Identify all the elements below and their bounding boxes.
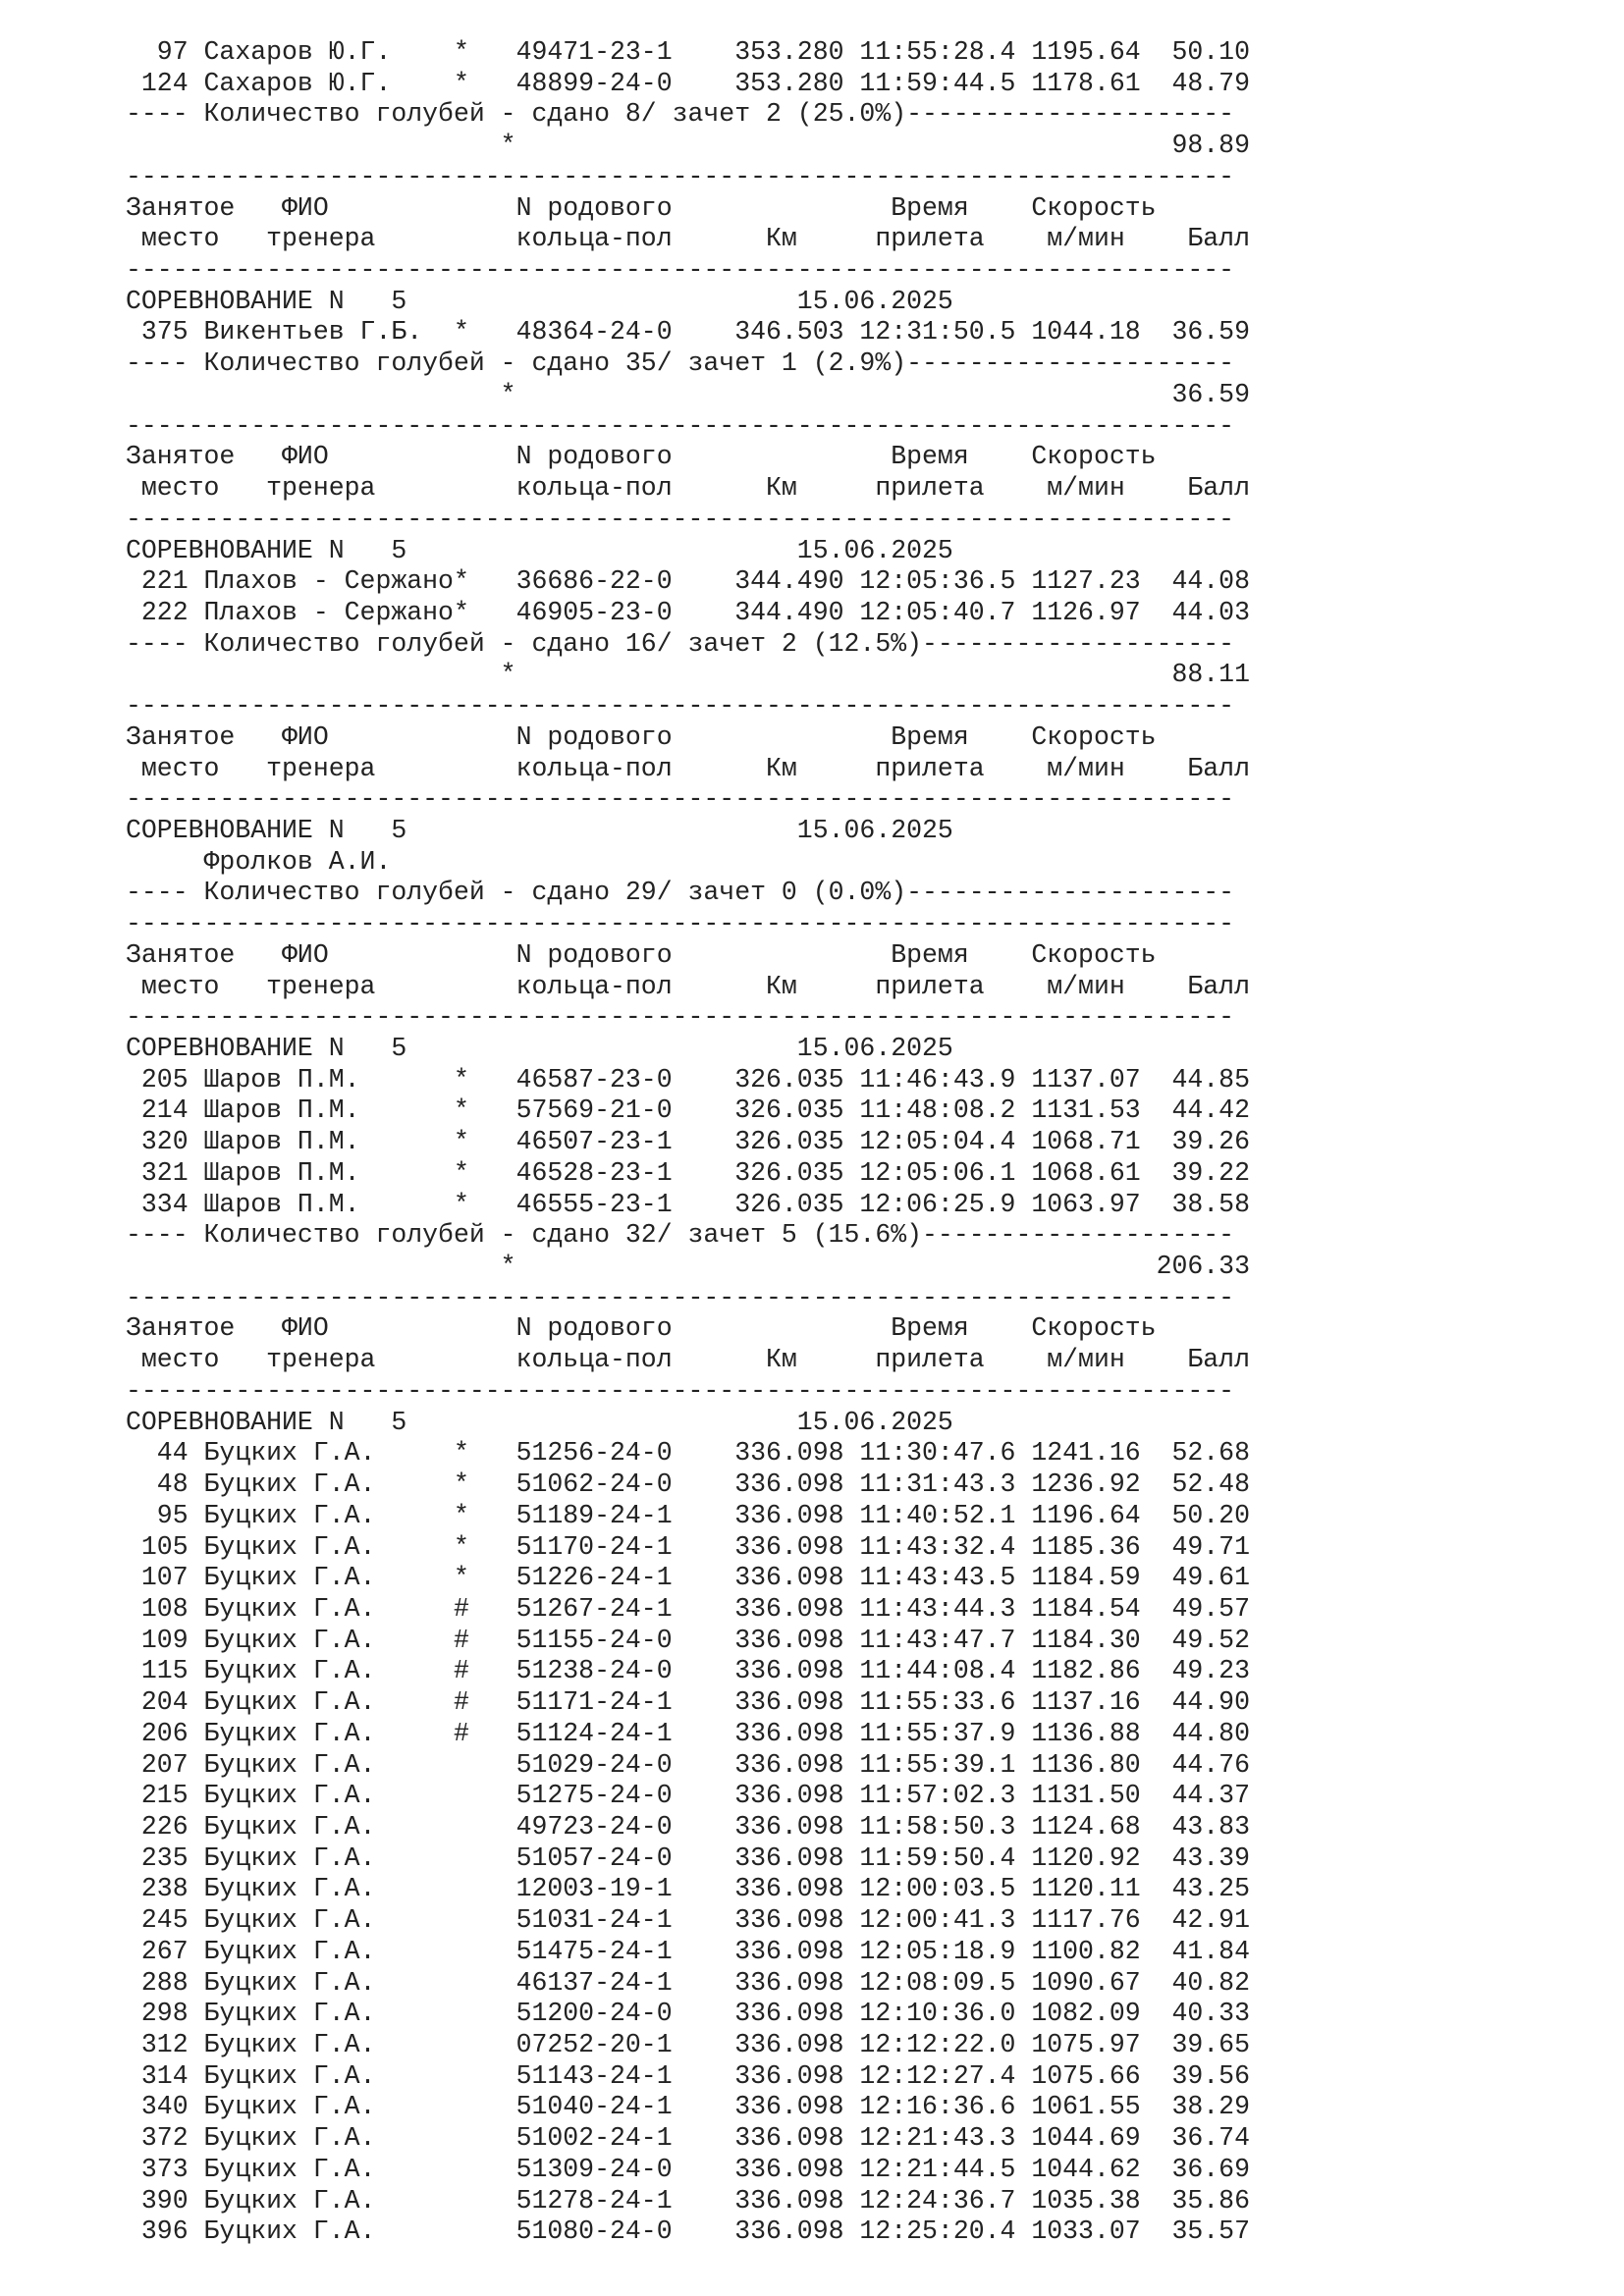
separator-line: -----------------------------------------------------------------------	[126, 691, 1235, 721]
total-score-line: * 36.59	[126, 379, 1250, 409]
summary-line: ---- Количество голубей - сдано 35/ зачет 1 (2.9%)---------------------	[126, 348, 1235, 379]
result-row: 226 Буцких Г.А. 49723-24-0 336.098 11:58:50.3 1124.68 43.83	[126, 1811, 1250, 1842]
result-row: 48 Буцких Г.А. * 51062-24-0 336.098 11:31:43.3 1236.92 52.48	[126, 1469, 1250, 1500]
result-row: 124 Сахаров Ю.Г. * 48899-24-0 353.280 11:59:44.5 1178.61 48.79	[126, 68, 1250, 98]
result-row: 107 Буцких Г.А. * 51226-24-1 336.098 11:43:43.5 1184.59 49.61	[126, 1563, 1250, 1593]
result-row: 312 Буцких Г.А. 07252-20-1 336.098 12:12:22.0 1075.97 39.65	[126, 2030, 1250, 2059]
result-row: 115 Буцких Г.А. # 51238-24-0 336.098 11:44:08.4 1182.86 49.23	[126, 1656, 1250, 1686]
result-row: 320 Шаров П.М. * 46507-23-1 326.035 12:05:04.4 1068.71 39.26	[126, 1127, 1250, 1157]
result-row: 207 Буцких Г.А. 51029-24-0 336.098 11:55:39.1 1136.80 44.76	[126, 1749, 1250, 1780]
result-row: 267 Буцких Г.А. 51475-24-1 336.098 12:05:18.9 1100.82 41.84	[126, 1936, 1250, 1966]
result-row: 205 Шаров П.М. * 46587-23-0 326.035 11:46:43.9 1137.07 44.85	[126, 1064, 1250, 1095]
column-header: место тренера кольца-пол Км прилета м/мин Балл	[126, 473, 1250, 504]
column-header: Занятое ФИО N родового Время Скорость	[126, 721, 1157, 752]
result-row: 314 Буцких Г.А. 51143-24-1 336.098 12:12:27.4 1075.66 39.56	[126, 2060, 1250, 2091]
result-row: 109 Буцких Г.А. # 51155-24-0 336.098 11:43:47.7 1184.30 49.52	[126, 1625, 1250, 1655]
separator-line: -----------------------------------------------------------------------	[126, 784, 1235, 815]
column-header: место тренера кольца-пол Км прилета м/мин Балл	[126, 1345, 1250, 1375]
results-printout	[126, 37, 1598, 2248]
column-header: место тренера кольца-пол Км прилета м/мин Балл	[126, 971, 1250, 1001]
summary-line: ---- Количество голубей - сдано 8/ зачет 2 (25.0%)---------------------	[126, 99, 1235, 130]
column-header: Занятое ФИО N родового Время Скорость	[126, 939, 1157, 970]
competition-header: СОРЕВНОВАНИЕ N 5 15.06.2025	[126, 286, 953, 316]
result-row: 375 Викентьев Г.Б. * 48364-24-0 346.503 12:31:50.5 1044.18 36.59	[126, 317, 1250, 347]
result-row: 108 Буцких Г.А. # 51267-24-1 336.098 11:43:44.3 1184.54 49.57	[126, 1593, 1250, 1624]
result-row: 235 Буцких Г.А. 51057-24-0 336.098 11:59:50.4 1120.92 43.39	[126, 1842, 1250, 1873]
result-row: 372 Буцких Г.А. 51002-24-1 336.098 12:21:43.3 1044.69 36.74	[126, 2123, 1250, 2154]
result-row: 206 Буцких Г.А. # 51124-24-1 336.098 11:55:37.9 1136.88 44.80	[126, 1718, 1250, 1748]
column-header: место тренера кольца-пол Км прилета м/мин Балл	[126, 753, 1250, 783]
result-row: 390 Буцких Г.А. 51278-24-1 336.098 12:24:36.7 1035.38 35.86	[126, 2185, 1250, 2216]
result-row: 95 Буцких Г.А. * 51189-24-1 336.098 11:40:52.1 1196.64 50.20	[126, 1500, 1250, 1530]
result-row: 238 Буцких Г.А. 12003-19-1 336.098 12:00:03.5 1120.11 43.25	[126, 1874, 1250, 1904]
competition-header: СОРЕВНОВАНИЕ N 5 15.06.2025	[126, 535, 953, 565]
separator-line: -----------------------------------------------------------------------	[126, 255, 1235, 286]
column-header: место тренера кольца-пол Км прилета м/мин Балл	[126, 224, 1250, 254]
competition-header: СОРЕВНОВАНИЕ N 5 15.06.2025	[126, 1034, 953, 1063]
separator-line: -----------------------------------------------------------------------	[126, 161, 1235, 191]
separator-line: -----------------------------------------------------------------------	[126, 1375, 1235, 1406]
separator-line: -----------------------------------------------------------------------	[126, 504, 1235, 534]
result-row: 396 Буцких Г.А. 51080-24-0 336.098 12:25:20.4 1033.07 35.57	[126, 2216, 1250, 2247]
result-row: 288 Буцких Г.А. 46137-24-1 336.098 12:08:09.5 1090.67 40.82	[126, 1967, 1250, 1998]
total-score-line: * 206.33	[126, 1252, 1250, 1282]
result-row: 204 Буцких Г.А. # 51171-24-1 336.098 11:55:33.6 1137.16 44.90	[126, 1687, 1250, 1718]
column-header: Занятое ФИО N родового Время Скорость	[126, 192, 1157, 223]
column-header: Занятое ФИО N родового Время Скорость	[126, 442, 1157, 472]
result-row: 334 Шаров П.М. * 46555-23-1 326.035 12:06:25.9 1063.97 38.58	[126, 1189, 1250, 1219]
separator-line: -----------------------------------------------------------------------	[126, 1002, 1235, 1033]
result-row: 105 Буцких Г.А. * 51170-24-1 336.098 11:43:32.4 1185.36 49.71	[126, 1531, 1250, 1562]
summary-line: ---- Количество голубей - сдано 32/ зачет 5 (15.6%)--------------------	[126, 1220, 1235, 1251]
result-row: 373 Буцких Г.А. 51309-24-0 336.098 12:21:44.5 1044.62 36.69	[126, 2154, 1250, 2184]
text-line: Фролков А.И.	[126, 846, 392, 877]
total-score-line: * 88.11	[126, 660, 1250, 690]
summary-line: ---- Количество голубей - сдано 16/ зачет 2 (12.5%)--------------------	[126, 628, 1235, 659]
result-row: 215 Буцких Г.А. 51275-24-0 336.098 11:57:02.3 1131.50 44.37	[126, 1781, 1250, 1811]
competition-header: СОРЕВНОВАНИЕ N 5 15.06.2025	[126, 815, 953, 845]
separator-line: -----------------------------------------------------------------------	[126, 909, 1235, 939]
result-row: 222 Плахов - Сержано* 46905-23-0 344.490 12:05:40.7 1126.97 44.03	[126, 597, 1250, 627]
total-score-line: * 98.89	[126, 131, 1250, 161]
result-row: 97 Сахаров Ю.Г. * 49471-23-1 353.280 11:55:28.4 1195.64 50.10	[126, 37, 1250, 67]
result-row: 214 Шаров П.М. * 57569-21-0 326.035 11:48:08.2 1131.53 44.42	[126, 1095, 1250, 1126]
result-row: 44 Буцких Г.А. * 51256-24-0 336.098 11:30:47.6 1241.16 52.68	[126, 1438, 1250, 1468]
separator-line: -----------------------------------------------------------------------	[126, 410, 1235, 441]
result-row: 245 Буцких Г.А. 51031-24-1 336.098 12:00:41.3 1117.76 42.91	[126, 1905, 1250, 1936]
result-row: 340 Буцких Г.А. 51040-24-1 336.098 12:16:36.6 1061.55 38.29	[126, 2092, 1250, 2122]
separator-line: -----------------------------------------------------------------------	[126, 1282, 1235, 1312]
result-row: 298 Буцких Г.А. 51200-24-0 336.098 12:10:36.0 1082.09 40.33	[126, 1999, 1250, 2029]
result-row: 321 Шаров П.М. * 46528-23-1 326.035 12:05:06.1 1068.61 39.22	[126, 1157, 1250, 1188]
result-row: 221 Плахов - Сержано* 36686-22-0 344.490 12:05:36.5 1127.23 44.08	[126, 566, 1250, 597]
summary-line: ---- Количество голубей - сдано 29/ зачет 0 (0.0%)---------------------	[126, 878, 1235, 908]
column-header: Занятое ФИО N родового Время Скорость	[126, 1313, 1157, 1344]
competition-header: СОРЕВНОВАНИЕ N 5 15.06.2025	[126, 1407, 953, 1437]
